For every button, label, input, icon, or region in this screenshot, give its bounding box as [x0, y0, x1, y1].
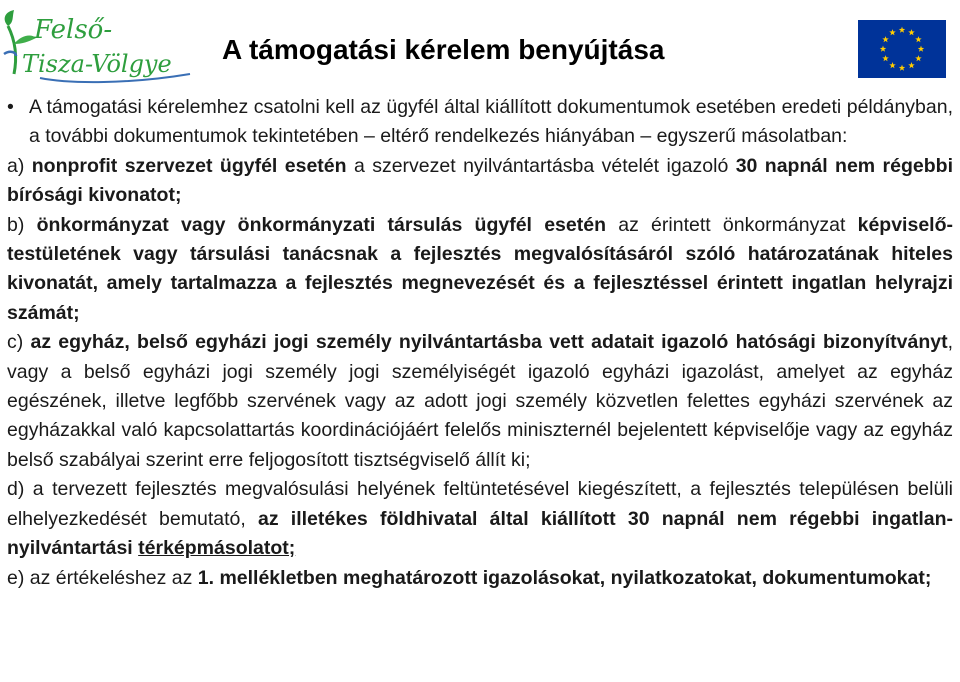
item-b-bold-2: képviselő-testületének vagy társulási tanácsnak a fejlesztés megvalósításáról szóló határozatának hiteles kivonatát, amely tartalmazza a fejlesztés megnevezését és a fejlesztéssel érintett ingatlan helyrajzi számát;	[7, 213, 953, 324]
item-d	[7, 475, 953, 563]
item-a-bold-1: nonprofit szervezet ügyfél esetén	[31, 154, 347, 177]
item-c-text: , vagy a belső egyházi jogi személy jogi személyiségét igazoló egyházi igazolást, amelyet az egyház egészének, illetve legfőbb szervének vagy az adott jogi személy közvetlen felettes egyházi szervének az egyházakkal való kapcsolattartás koordinációjáért felelős miniszternél bejelentett képviselője vagy az egyház belső szabályai szerint erre feljogosított tisztségviselő állít ki;	[7, 331, 953, 471]
logo-icon	[0, 4, 200, 84]
item-e	[7, 564, 953, 593]
slide-title: A támogatási kérelem benyújtása	[222, 34, 665, 65]
felso-tisza-volgye-logo	[0, 4, 200, 84]
item-b-text: az érintett önkormányzat	[606, 213, 858, 236]
item-c-prefix: c)	[7, 331, 31, 354]
logo-text-line2: Tisza-Völgye	[22, 50, 172, 78]
intro-paragraph	[7, 93, 953, 152]
item-b	[7, 211, 953, 329]
item-a-prefix: a)	[7, 154, 32, 177]
logo-text-line1: Felső-	[34, 15, 113, 45]
item-a-bold-2: 30 napnál nem régebbi bírósági kivonatot;	[7, 154, 953, 207]
intro-text: A támogatási kérelemhez csatolni kell az ügyfél által kiállított dokumentumok esetében eredeti példányban, a további dokumentumok tekintetében – eltérő rendelkezés hiányában – egyszerű másolatban:	[29, 96, 953, 148]
item-c-bold-1: az egyház, belső egyházi jogi személy nyilvántartásba vett adatait igazoló hatósági bizonyítványt	[30, 331, 948, 354]
item-d-bold-1: az illetékes földhivatal által kiállított 30 napnál nem régebbi ingatlan-nyilvántartási	[7, 507, 953, 560]
item-a-text: a szervezet nyilvántartásba vételét igazoló	[346, 154, 736, 177]
item-b-prefix: b)	[7, 213, 37, 236]
bullet-icon: •	[7, 96, 14, 118]
item-d-bold-underline: térképmásolatot;	[138, 537, 296, 560]
eu-flag-icon	[858, 20, 946, 78]
item-b-bold-1: önkormányzat vagy önkormányzati társulás ügyfél esetén	[36, 213, 606, 236]
item-a	[7, 152, 953, 211]
item-d-text: d) a tervezett fejlesztés megvalósulási helyének feltüntetésével kiegészített, a fejlesztés településen belüli elhelyezkedését bemutató,	[7, 478, 953, 530]
slide-body	[7, 93, 953, 593]
item-e-bold-1: 1. mellékletben meghatározott igazolásokat, nyilatkozatokat, dokumentumokat;	[197, 566, 932, 589]
item-e-text: e) az értékeléshez az	[7, 566, 198, 589]
item-c	[7, 328, 953, 475]
